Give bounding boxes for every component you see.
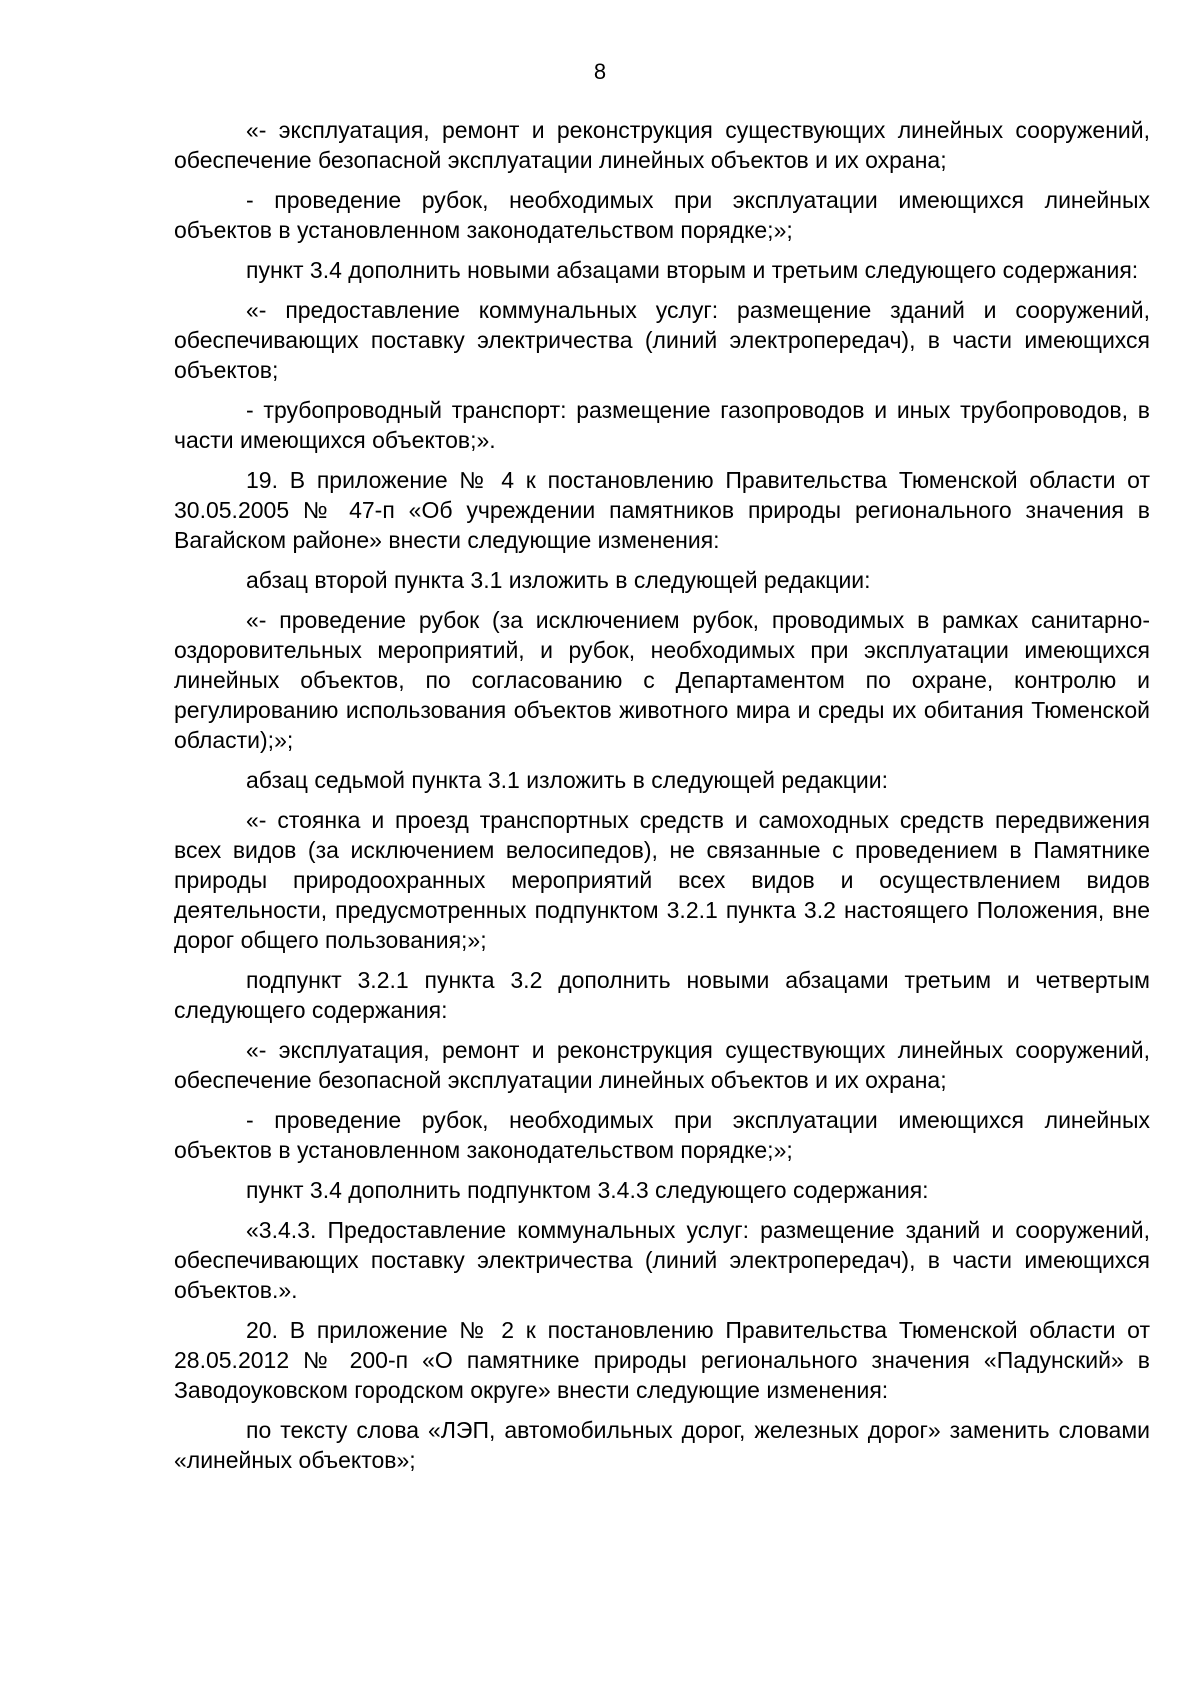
- document-body: [174, 115, 1150, 1485]
- paragraph: 20. В приложение № 2 к постановлению Правительства Тюменской области от 28.05.2012 № 200-п «О памятнике природы регионального значения «Падунский» в Заводоуковском городском округе» внести следующие изменения:: [174, 1317, 1150, 1403]
- paragraph: - проведение рубок, необходимых при эксплуатации имеющихся линейных объектов в установленном законодательством порядке;»;: [174, 187, 1150, 243]
- paragraph: «- эксплуатация, ремонт и реконструкция существующих линейных сооружений, обеспечение безопасной эксплуатации линейных объектов и их охрана;: [174, 117, 1150, 173]
- paragraph: по тексту слова «ЛЭП, автомобильных дорог, железных дорог» заменить словами «линейных объектов»;: [174, 1417, 1150, 1473]
- page-number: 8: [593, 59, 607, 84]
- paragraph: пункт 3.4 дополнить новыми абзацами вторым и третьим следующего содержания:: [246, 257, 1139, 283]
- paragraph: абзац седьмой пункта 3.1 изложить в следующей редакции:: [246, 767, 888, 793]
- paragraph: «- стоянка и проезд транспортных средств и самоходных средств передвижения всех видов (за исключением велосипедов), не связанные с проведением в Памятнике природы природоохранных мероприятий всех видов и осуществлением видов деятельности, предусмотренных подпунктом 3.2.1 пункта 3.2 настоящего Положения, вне дорог общего пользования;»;: [174, 807, 1150, 953]
- paragraph: пункт 3.4 дополнить подпунктом 3.4.3 следующего содержания:: [246, 1177, 929, 1203]
- paragraph: «- проведение рубок (за исключением рубок, проводимых в рамках санитарно-оздоровительных мероприятий, и рубок, необходимых при эксплуатации имеющихся линейных объектов, по согласованию с Департаментом по охране, контролю и регулированию использования объектов животного мира и среды их обитания Тюменской области);»;: [174, 607, 1150, 753]
- paragraph: 19. В приложение № 4 к постановлению Правительства Тюменской области от 30.05.2005 № 47-п «Об учреждении памятников природы регионального значения в Вагайском районе» внести следующие изменения:: [174, 467, 1150, 553]
- paragraph: абзац второй пункта 3.1 изложить в следующей редакции:: [246, 567, 871, 593]
- paragraph: - трубопроводный транспорт: размещение газопроводов и иных трубопроводов, в части имеющихся объектов;».: [174, 397, 1150, 453]
- paragraph: «3.4.3. Предоставление коммунальных услуг: размещение зданий и сооружений, обеспечивающих поставку электричества (линий электропередач), в части имеющихся объектов.».: [174, 1217, 1150, 1303]
- paragraph: - проведение рубок, необходимых при эксплуатации имеющихся линейных объектов в установленном законодательством порядке;»;: [174, 1107, 1150, 1163]
- paragraph: «- предоставление коммунальных услуг: размещение зданий и сооружений, обеспечивающих поставку электричества (линий электропередач), в части имеющихся объектов;: [174, 297, 1150, 383]
- paragraph: «- эксплуатация, ремонт и реконструкция существующих линейных сооружений, обеспечение безопасной эксплуатации линейных объектов и их охрана;: [174, 1037, 1150, 1093]
- paragraph: подпункт 3.2.1 пункта 3.2 дополнить новыми абзацами третьим и четвертым следующего содержания:: [174, 967, 1150, 1023]
